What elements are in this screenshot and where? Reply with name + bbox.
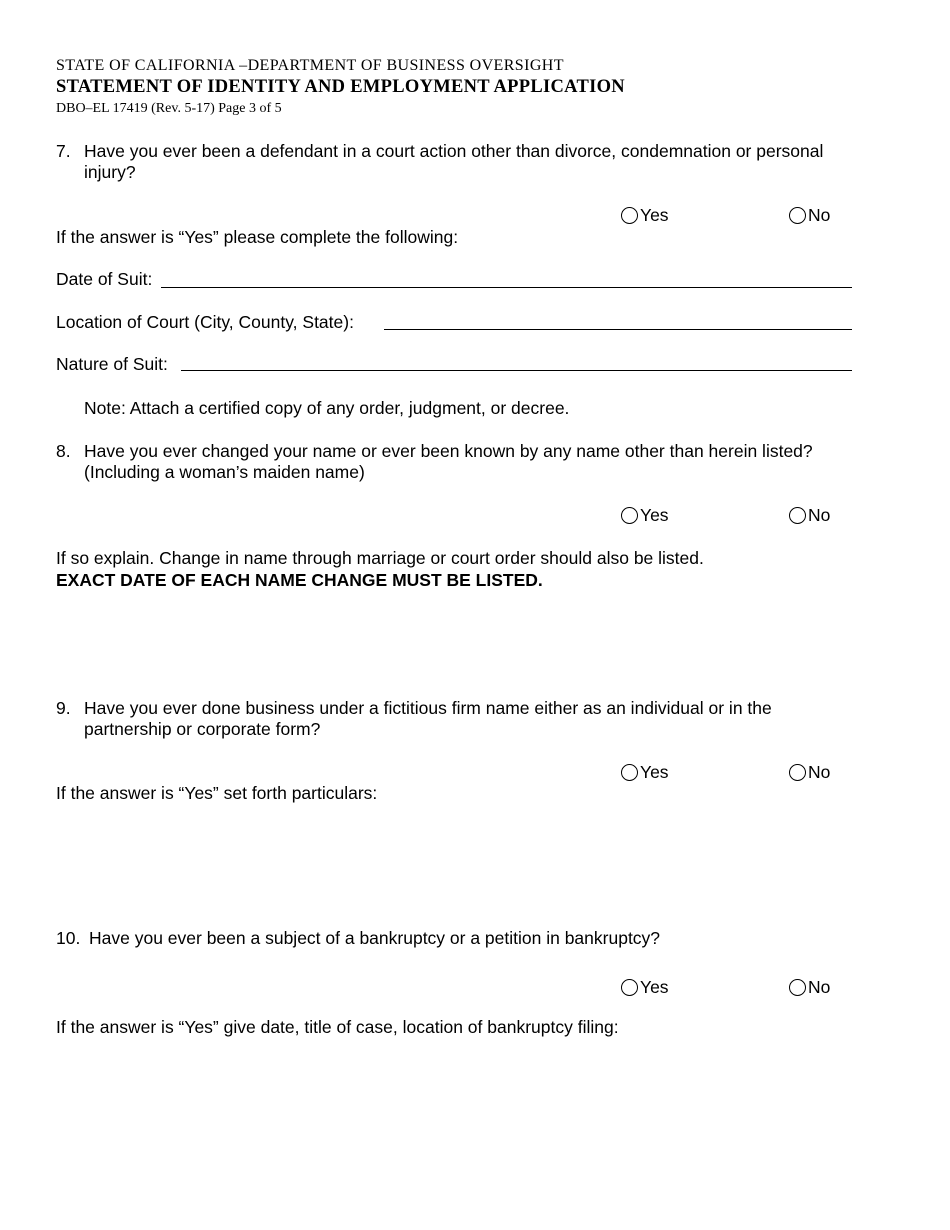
- q8-followup-bold: EXACT DATE OF EACH NAME CHANGE MUST BE LISTED.: [56, 570, 543, 590]
- q8-question-line2: (Including a woman’s maiden name): [84, 462, 365, 482]
- q8-no-label: No: [808, 505, 831, 525]
- radio-circle-icon: [621, 979, 638, 996]
- q10-yes-label: Yes: [640, 977, 669, 997]
- q7-note: Note: Attach a certified copy of any order, judgment, or decree.: [84, 398, 570, 418]
- q8-yes-label: Yes: [640, 505, 669, 525]
- q7-yes-label: Yes: [640, 205, 669, 225]
- radio-circle-icon: [621, 207, 638, 224]
- q7-question-line2: injury?: [84, 162, 136, 182]
- form-info: DBO–EL 17419 (Rev. 5-17) Page 3 of 5: [56, 101, 282, 116]
- q7-question-line1: Have you ever been a defendant in a court action other than divorce, condemnation or personal: [84, 141, 824, 161]
- q8-yes-radio[interactable]: [621, 505, 669, 526]
- date-of-suit-field[interactable]: [161, 287, 852, 288]
- q8-followup: If so explain. Change in name through marriage or court order should also be listed.: [56, 548, 704, 568]
- q7-no-label: No: [808, 205, 831, 225]
- q10-no-label: No: [808, 977, 831, 997]
- location-of-court-field[interactable]: [384, 329, 852, 330]
- q10-question-line1: Have you ever been a subject of a bankruptcy or a petition in bankruptcy?: [89, 928, 661, 948]
- radio-circle-icon: [789, 764, 806, 781]
- date-of-suit-label: Date of Suit:: [56, 269, 153, 289]
- q9-followup: If the answer is “Yes” set forth particulars:: [56, 783, 378, 803]
- nature-of-suit-label: Nature of Suit:: [56, 354, 168, 374]
- radio-circle-icon: [621, 507, 638, 524]
- q10-yes-radio[interactable]: [621, 977, 669, 998]
- q7-number: 7.: [56, 141, 71, 161]
- q9-yes-label: Yes: [640, 762, 669, 782]
- q7-yes-radio[interactable]: [621, 205, 669, 226]
- q9-question-line1: Have you ever done business under a fictitious firm name either as an individual or in the: [84, 698, 772, 718]
- q9-number: 9.: [56, 698, 71, 718]
- q10-number: 10.: [56, 928, 81, 948]
- form-title: STATEMENT OF IDENTITY AND EMPLOYMENT APPLICATION: [56, 77, 625, 97]
- q8-question-line1: Have you ever changed your name or ever been known by any name other than herein listed?: [84, 441, 813, 461]
- nature-of-suit-field[interactable]: [181, 370, 852, 371]
- radio-circle-icon: [789, 507, 806, 524]
- q7-followup: If the answer is “Yes” please complete the following:: [56, 227, 459, 247]
- radio-circle-icon: [789, 207, 806, 224]
- q9-yes-radio[interactable]: [621, 762, 669, 783]
- q9-no-radio[interactable]: [789, 762, 830, 783]
- radio-circle-icon: [621, 764, 638, 781]
- q10-no-radio[interactable]: [789, 977, 830, 998]
- q8-no-radio[interactable]: [789, 505, 830, 526]
- radio-circle-icon: [789, 979, 806, 996]
- q7-no-radio[interactable]: [789, 205, 830, 226]
- q10-followup: If the answer is “Yes” give date, title of case, location of bankruptcy filing:: [56, 1017, 619, 1037]
- q8-number: 8.: [56, 441, 71, 461]
- location-of-court-label: Location of Court (City, County, State):: [56, 312, 354, 332]
- agency-name: STATE OF CALIFORNIA –DEPARTMENT OF BUSINESS OVERSIGHT: [56, 57, 564, 74]
- q9-no-label: No: [808, 762, 831, 782]
- q9-question-line2: partnership or corporate form?: [84, 719, 321, 739]
